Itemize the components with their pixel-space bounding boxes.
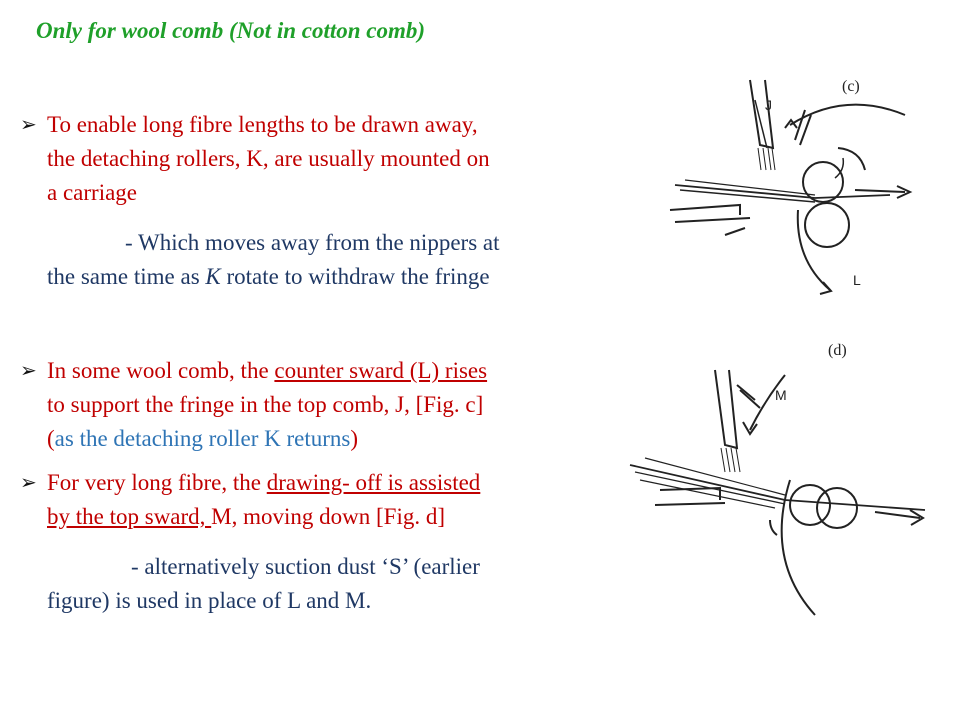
bullet-1-line-3: a carriage [47,180,138,205]
bullet-3-line-2 [47,500,647,534]
bullet-1-line-1: To enable long fibre lengths to be drawn away, [47,112,478,137]
paren-open: ( [47,426,55,451]
bullet-arrow-icon: ➢ [20,360,37,382]
sub-point-2-line-1: - alternatively suction dust ‘S’ (earlier [131,554,480,579]
bullet-2-line-3 [47,422,647,456]
top-comb-j [750,80,773,148]
fig-c-letter-j: J [765,97,772,113]
sub-point-1-line-2-end: rotate to withdraw the fringe [220,264,490,289]
counter-sward-underlined: counter sward (L) rises [274,358,488,383]
figure-c-label: (c) [842,78,860,95]
slide-title: Only for wool comb (Not in cotton comb) [36,18,426,43]
bullet-3-line-1 [47,466,647,500]
sub-point-1-line-2 [47,260,647,294]
bullet-3-text [47,466,647,534]
top-sward-underlined: by the top sward, [47,504,212,529]
bullet-3-line-1-start: For very long fibre, the [47,470,267,495]
sub-point-1-line-2-start: the same time as [47,264,206,289]
sub-point-1-line-1: - Which moves away from the nippers at [125,230,500,255]
bullet-3-line-2-end: M, moving down [Fig. d] [211,504,446,529]
bullet-arrow-icon: ➢ [20,472,37,494]
sub-point-1 [47,226,647,294]
bullet-arrow-icon: ➢ [20,114,37,136]
figure-d-diagram [625,360,930,630]
bullet-2-text [47,354,647,456]
sub-point-2 [47,550,647,618]
bullet-2-line-1-start: In some wool comb, the [47,358,275,383]
paren-close: ) [350,426,359,451]
bullet-2-line-1 [47,354,647,388]
fig-c-letter-l: L [853,272,861,288]
figure-d-label: (d) [828,342,847,359]
figure-c-diagram [655,70,920,310]
sub-point-2-line-2: figure) is used in place of L and M. [47,588,372,613]
fig-d-letter-m: M [775,387,787,403]
bullet-2-line-3-blue: as the detaching roller K returns [54,426,351,451]
k-italic: K [205,264,221,289]
bullet-1-line-2: the detaching rollers, K, are usually mounted on [47,146,490,171]
drawing-off-underlined: drawing- off is assisted [266,470,481,495]
bullet-2-line-2: to support the fringe in the top comb, J, [Fig. c] [47,392,484,417]
bullet-1-text [47,108,647,210]
